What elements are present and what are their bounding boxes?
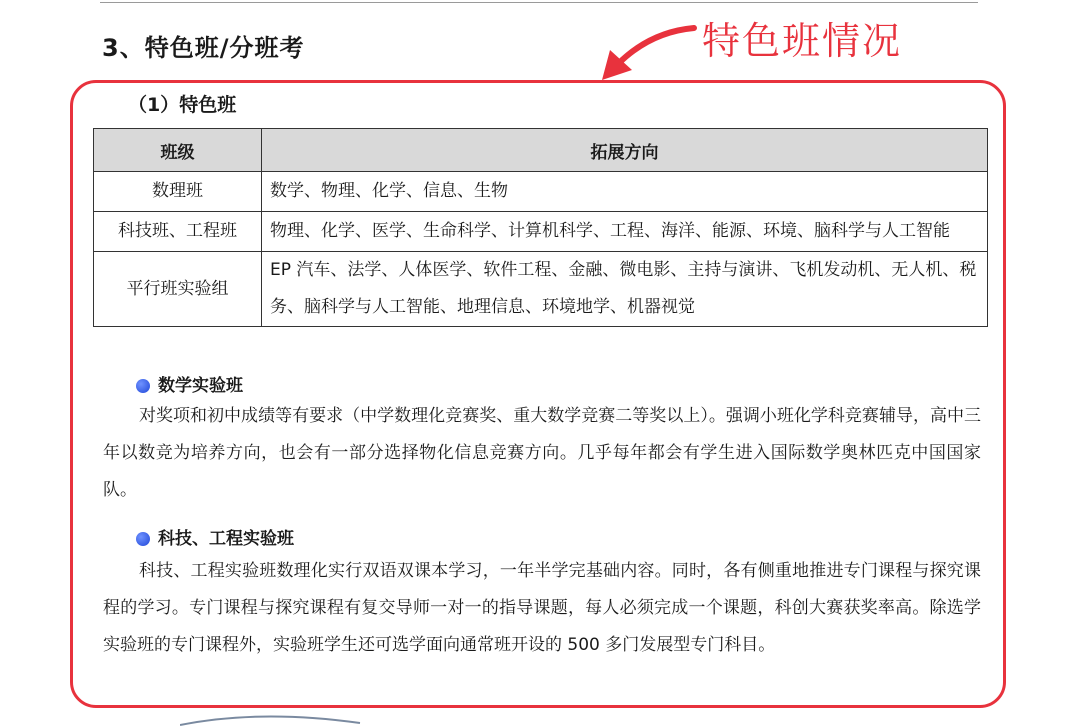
top-divider	[100, 2, 978, 3]
direction-cell: EP 汽车、法学、人体医学、软件工程、金融、微电影、主持与演讲、飞机发动机、无人机、税务、脑科学与人工智能、地理信息、环境地学、机器视觉	[262, 252, 988, 327]
header-direction: 拓展方向	[262, 129, 988, 172]
decorative-curve	[180, 705, 380, 727]
tech-class-heading-text: 科技、工程实验班	[158, 529, 294, 549]
bullet-dot-icon	[136, 532, 150, 546]
table-header-row	[94, 129, 988, 172]
tech-class-heading	[136, 524, 294, 549]
class-cell: 数理班	[94, 172, 262, 212]
class-cell: 科技班、工程班	[94, 212, 262, 252]
annotation-arrow-icon	[590, 14, 710, 84]
math-class-description: 对奖项和初中成绩等有要求（中学数理化竞赛奖、重大数学竞赛二等奖以上）。强调小班化学科竞赛辅导，高中三年以数竞为培养方向，也会有一部分选择物化信息竞赛方向。几乎每年都会有学生进入国际数学奥林匹克中国国家队。	[103, 406, 981, 500]
table-row	[94, 212, 988, 252]
direction-cell: 数学、物理、化学、信息、生物	[262, 172, 988, 212]
table-row	[94, 172, 988, 212]
table-row	[94, 252, 988, 327]
direction-cell: 物理、化学、医学、生命科学、计算机科学、工程、海洋、能源、环境、脑科学与人工智能	[262, 212, 988, 252]
bullet-dot-icon	[136, 379, 150, 393]
math-class-heading	[136, 371, 243, 396]
header-class: 班级	[94, 129, 262, 172]
section-title: 3、特色班/分班考	[102, 34, 305, 62]
special-class-table	[93, 128, 988, 327]
annotation-label: 特色班情况	[702, 19, 903, 63]
tech-class-description: 科技、工程实验班数理化实行双语双课本学习，一年半学完基础内容。同时，各有侧重地推进专门课程与探究课程的学习。专门课程与探究课程有复交导师一对一的指导课题，每人必须完成一个课题，科创大赛获奖率高。除选学实验班的专门课程外，实验班学生还可选学面向通常班开设的 500 多门发展型专门科目。	[103, 561, 981, 655]
class-cell: 平行班实验组	[94, 252, 262, 327]
math-class-heading-text: 数学实验班	[158, 376, 243, 396]
subsection-title: （1）特色班	[128, 94, 237, 116]
